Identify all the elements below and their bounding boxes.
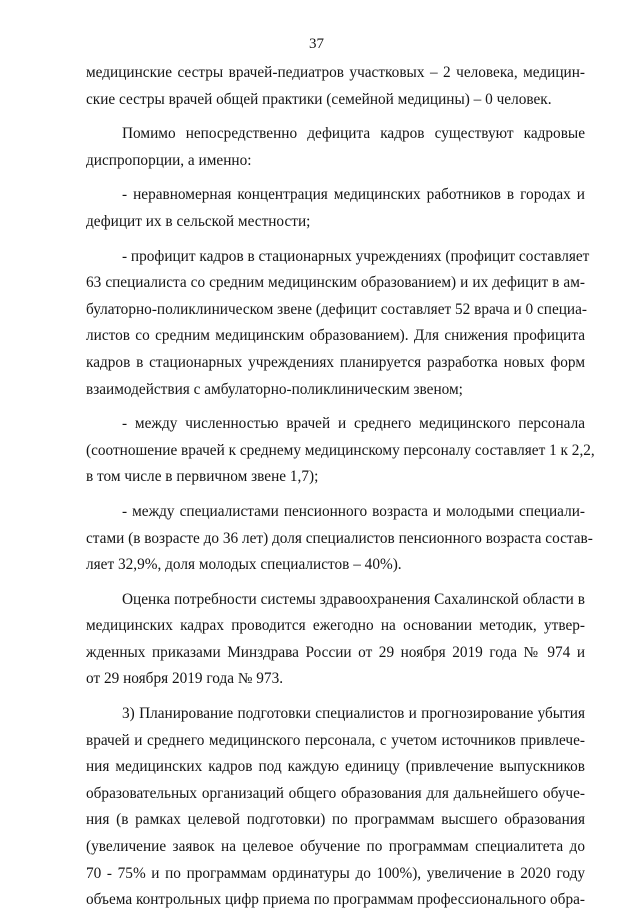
text-line: ния (в рамках целевой подготовки) по программам высшего образования (86, 811, 585, 829)
text-line: - неравномерная концентрация медицинских работников в городах и (122, 186, 585, 204)
text-line: Помимо непосредственно дефицита кадров существуют кадровые (122, 125, 585, 143)
text-line: 70 - 75% и по программам ординатуры до 100%), увеличение в 2020 году (86, 864, 585, 882)
text-line: дефицит их в сельской местности; (86, 212, 311, 230)
text-line: кадров в стационарных учреждениях планируется разработка новых форм (86, 353, 585, 371)
text-line: взаимодействия с амбулаторно-поликлиническим звеном; (86, 380, 463, 398)
text-line: образовательных организаций общего образования для дальнейшего обуче- (86, 784, 585, 802)
text-line: булаторно-поликлиническом звене (дефицит составляет 52 врача и 0 специа- (86, 300, 587, 318)
text-line: - профицит кадров в стационарных учреждениях (профицит составляет (122, 247, 590, 265)
text-line: в том числе в первичном звене 1,7); (86, 468, 319, 486)
body-text (86, 60, 595, 914)
text-line: медицинские сестры врачей-педиатров участковых – 2 человека, медицин- (86, 64, 585, 81)
text-line: объема контрольных цифр приема по программам профессионального обра- (86, 891, 585, 909)
text-line: - между численностью врачей и среднего медицинского персонала (122, 415, 585, 433)
text-line: медицинских кадрах проводится ежегодно на основании методик, утвер- (86, 617, 585, 635)
text-line: жденных приказами Минздрава России от 29 ноября 2019 года № 974 и (86, 643, 585, 661)
page-number: 37 (309, 36, 324, 52)
text-line: диспропорции, а именно: (86, 151, 252, 169)
text-line: врачей и среднего медицинского персонала, с учетом источников привлече- (86, 731, 585, 749)
text-line: ния медицинских кадров под каждую единицу (привлечение выпускников (86, 758, 585, 776)
text-line: ские сестры врачей общей практики (семейной медицины) – 0 человек. (86, 90, 552, 108)
text-line: 3) Планирование подготовки специалистов и прогнозирование убытия (122, 705, 585, 723)
text-line: Оценка потребности системы здравоохранения Сахалинской области в (122, 590, 585, 608)
text-line: 63 специалиста со средним медицинским образованием) и их дефицит в ам- (86, 274, 585, 292)
text-line: листов со средним медицинским образованием). Для снижения профицита (86, 327, 585, 345)
text-line: (соотношение врачей к среднему медицинскому персоналу составляет 1 к 2,2, (86, 441, 595, 459)
text-line: - между специалистами пенсионного возраста и молодыми специали- (122, 502, 585, 520)
text-line: ляет 32,9%, доля молодых специалистов – 40%). (86, 556, 402, 574)
text-line: (увеличение заявок на целевое обучение по программам специалитета до (86, 838, 585, 856)
text-line: от 29 ноября 2019 года № 973. (86, 670, 284, 688)
text-line: стами (в возрасте до 36 лет) доля специалистов пенсионного возраста состав- (86, 529, 593, 547)
